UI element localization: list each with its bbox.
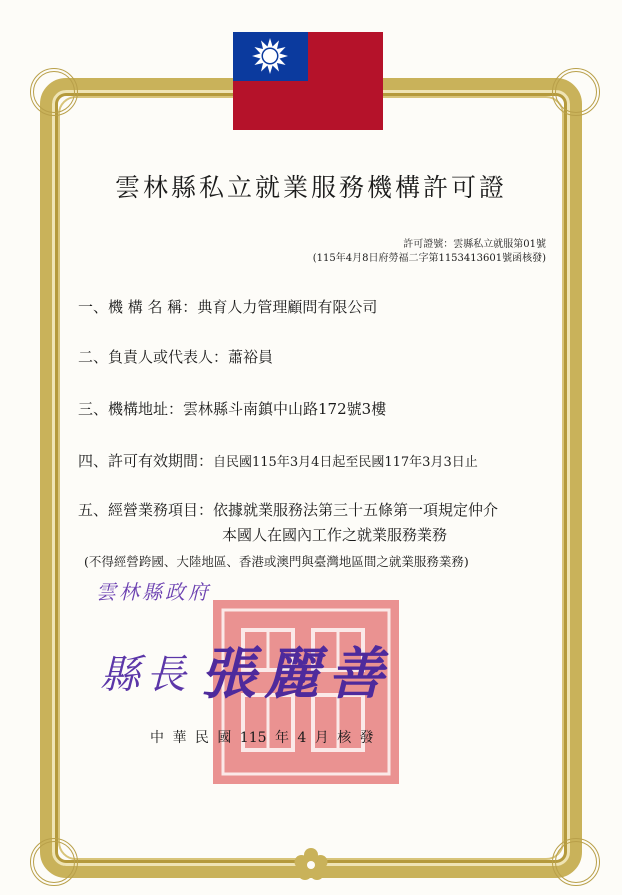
- field-label: 四、許可有效期間：: [78, 452, 214, 470]
- approval-reference: (115年4月8日府勞福二字第1153413601號函核發): [312, 253, 546, 264]
- field-address: [78, 398, 386, 419]
- field-value: 雲林縣斗南鎮中山路172號3樓: [183, 400, 387, 418]
- magistrate-title: 縣長: [100, 652, 192, 698]
- field-business-scope: [78, 499, 498, 520]
- permit-number: 許可證號：雲縣私立就服第01號: [403, 239, 546, 250]
- field-label: 五、經營業務項目：: [78, 501, 214, 519]
- permit-info: [313, 238, 546, 266]
- corner-ornament-icon: [30, 838, 78, 886]
- plum-blossom-icon: [292, 846, 330, 884]
- corner-ornament-icon: [552, 838, 600, 886]
- field-value: 典育人力管理顧問有限公司: [197, 298, 378, 316]
- restriction-note: (不得經營跨國、大陸地區、香港或澳門與臺灣地區間之就業服務業務): [84, 554, 469, 569]
- white-sun-icon: [250, 36, 290, 76]
- field-representative: [78, 346, 273, 367]
- field-label: 三、機構地址：: [78, 400, 184, 418]
- field-validity-period: [78, 450, 478, 471]
- field-value: 蕭裕員: [228, 348, 274, 366]
- corner-ornament-icon: [552, 68, 600, 116]
- field-value: 自民國115年3月4日起至民國117年3月3日止: [213, 455, 478, 470]
- issue-date-line: 中 華 民 國 115 年 4 月 核 發: [150, 730, 374, 746]
- corner-ornament-icon: [30, 68, 78, 116]
- field-label: 一、機 構 名 稱：: [78, 298, 198, 316]
- business-scope-line2: 本國人在國內工作之就業服務業務: [222, 526, 448, 544]
- field-value: 依據就業服務法第三十五條第一項規定仲介: [213, 501, 499, 519]
- field-label: 二、負責人或代表人：: [78, 348, 229, 366]
- certificate-title: 雲林縣私立就業服務機構許可證: [114, 173, 507, 202]
- magistrate-signature: 張麗善: [200, 641, 392, 707]
- national-flag-icon: [233, 32, 383, 130]
- field-institution-name: [78, 296, 377, 317]
- issuing-authority-stamp: 雲林縣政府: [96, 580, 211, 604]
